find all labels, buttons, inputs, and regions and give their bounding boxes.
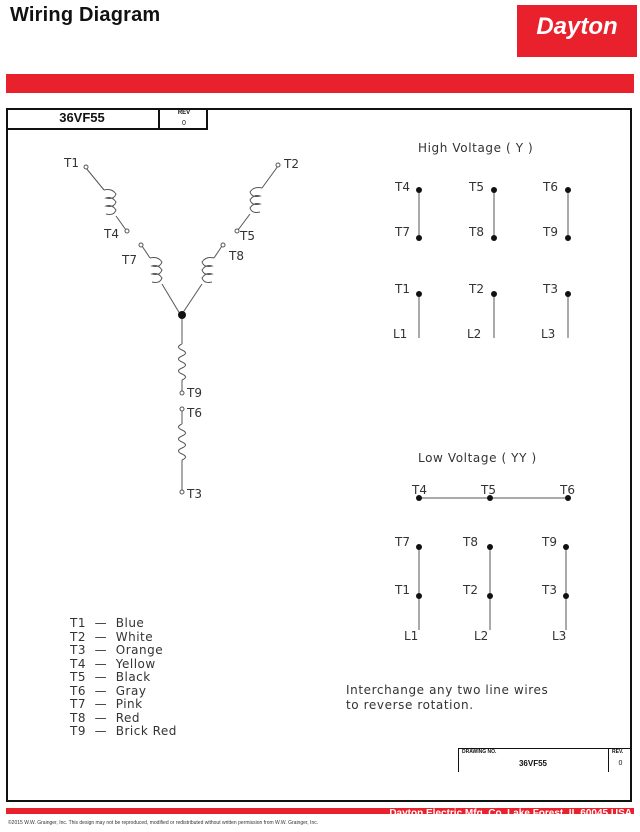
terminal-t7	[139, 243, 143, 247]
rev-value: 0	[182, 120, 186, 127]
terminal-t5	[235, 229, 239, 233]
legend-color: Black	[115, 670, 151, 684]
rotation-note	[346, 683, 548, 713]
hv-label-t4: T4	[395, 180, 410, 194]
hv-dot	[416, 187, 422, 193]
coil-t6-t3	[179, 424, 186, 460]
hv-label-l1: L1	[393, 327, 408, 341]
legend-row	[70, 617, 177, 631]
color-legend	[70, 617, 177, 739]
legend-dash: —	[94, 643, 108, 657]
hv-label-t9: T9	[543, 225, 558, 239]
legend-color: Brick Red	[115, 724, 177, 738]
part-number: 36VF55	[59, 110, 105, 125]
wye-label-t7: T7	[122, 253, 137, 267]
high-voltage-title: High Voltage ( Y )	[418, 141, 534, 155]
legend-row	[70, 644, 177, 658]
legend-row	[70, 712, 177, 726]
legend-row	[70, 725, 177, 739]
rev-label: REV	[177, 110, 191, 116]
hv-dot	[565, 235, 571, 241]
wye-label-t6: T6	[187, 406, 202, 420]
wye-label-t4: T4	[104, 227, 119, 241]
lv-dot	[563, 593, 569, 599]
lv-label-t4: T4	[412, 483, 427, 497]
legend-dash: —	[94, 710, 108, 725]
legend-color: Gray	[115, 683, 147, 698]
coil-t2-t5	[250, 188, 262, 213]
terminal-t8	[221, 243, 225, 247]
wye-label-t8: T8	[229, 249, 244, 263]
legend-lead: T6	[70, 683, 86, 698]
legend-row	[70, 698, 177, 712]
lv-label-t2: T2	[463, 583, 478, 597]
lv-label-t8: T8	[463, 535, 478, 549]
drawing-no-label: DRAWING NO.	[462, 749, 497, 755]
lv-label-t6: T6	[560, 483, 575, 497]
low-voltage-title: Low Voltage ( YY )	[418, 451, 537, 465]
hv-dot	[416, 291, 422, 297]
lv-dot	[487, 593, 493, 599]
lv-dot	[563, 544, 569, 550]
legend-row	[70, 671, 177, 685]
footer-company: Dayton Electric Mfg. Co. Lake Forest, IL 60045 USA	[389, 808, 632, 819]
lv-label-t3: T3	[542, 583, 557, 597]
coil-center-t9	[179, 344, 186, 380]
title-block-rev-label: REV.	[612, 749, 624, 755]
lv-dot	[487, 544, 493, 550]
hv-dot	[565, 291, 571, 297]
coil-t1-t4	[104, 190, 116, 215]
legend-color: Pink	[115, 697, 143, 711]
brand-name: Dayton	[536, 13, 618, 40]
hv-label-t6: T6	[543, 180, 558, 194]
terminal-t9	[180, 391, 184, 395]
legend-row	[70, 658, 177, 672]
wye-lead-t8	[214, 246, 222, 258]
hv-label-l3: L3	[541, 327, 556, 341]
legend-lead: T2	[70, 629, 86, 644]
terminal-t4	[125, 229, 129, 233]
legend-row	[70, 631, 177, 645]
legend-row	[70, 685, 177, 699]
legend-dash: —	[94, 670, 108, 684]
terminal-t3	[180, 490, 184, 494]
terminal-t1	[84, 165, 88, 169]
rotation-note-line1: Interchange any two line wires	[346, 683, 549, 697]
legend-color: White	[115, 629, 154, 644]
hv-label-t7: T7	[395, 225, 410, 239]
rotation-note-line2: to reverse rotation.	[346, 698, 474, 712]
lv-label-t7: T7	[395, 535, 410, 549]
legend-lead: T1	[70, 616, 86, 630]
coil-t7-center	[150, 258, 162, 283]
wye-label-t1: T1	[64, 156, 79, 170]
hv-dot	[416, 235, 422, 241]
copyright-notice: ©2015 W.W. Grainger, Inc. This design may not be reproduced, modified or redistributed without written permission from W.W. Grainger, Inc.	[8, 820, 319, 826]
terminal-t2	[276, 163, 280, 167]
hv-label-t8: T8	[469, 225, 484, 239]
legend-lead: T3	[70, 643, 86, 657]
lv-dot	[416, 593, 422, 599]
page-title: Wiring Diagram	[10, 4, 161, 26]
wye-lead-center-left	[162, 284, 180, 314]
hv-label-t2: T2	[469, 282, 484, 296]
lv-label-l2: L2	[474, 629, 489, 643]
lv-label-l1: L1	[404, 629, 419, 643]
legend-color: Orange	[115, 643, 164, 657]
lv-label-l3: L3	[552, 629, 567, 643]
hv-dot	[491, 187, 497, 193]
coil-t8-center	[202, 258, 214, 283]
drawing-no: 36VF55	[518, 759, 548, 768]
lv-dot	[416, 544, 422, 550]
hv-label-t5: T5	[469, 180, 484, 194]
hv-dot	[491, 291, 497, 297]
legend-dash: —	[94, 697, 108, 711]
hv-label-l2: L2	[467, 327, 482, 341]
hv-dot	[491, 235, 497, 241]
terminal-t6	[180, 407, 184, 411]
legend-color: Yellow	[115, 656, 156, 671]
hv-label-t3: T3	[543, 282, 558, 296]
lv-label-t9: T9	[542, 535, 557, 549]
legend-dash: —	[94, 629, 108, 644]
lv-label-t5: T5	[481, 483, 496, 497]
lv-label-t1: T1	[395, 583, 410, 597]
legend-lead: T7	[70, 697, 86, 711]
hv-dot	[565, 187, 571, 193]
wye-center-junction	[178, 311, 186, 319]
legend-dash: —	[94, 616, 108, 630]
wye-label-t5: T5	[240, 229, 255, 243]
legend-lead: T4	[70, 656, 86, 671]
legend-lead: T5	[70, 670, 86, 684]
legend-dash: —	[94, 683, 108, 698]
wye-lead-t5	[238, 214, 250, 230]
wye-lead-center-right	[182, 284, 202, 314]
wye-lead-t1	[86, 168, 104, 190]
wye-lead-t2	[262, 166, 278, 188]
wye-label-t9: T9	[187, 386, 202, 400]
hv-label-t1: T1	[395, 282, 410, 296]
wye-label-t3: T3	[187, 487, 202, 501]
legend-color: Blue	[115, 616, 145, 630]
legend-color: Red	[115, 710, 141, 725]
title-block-rev-value: 0	[618, 760, 623, 767]
legend-dash: —	[94, 724, 108, 738]
legend-lead: T8	[70, 710, 86, 725]
wye-lead-t7	[142, 246, 150, 258]
legend-dash: —	[94, 656, 108, 671]
legend-lead: T9	[70, 724, 86, 738]
wye-label-t2: T2	[284, 157, 299, 171]
